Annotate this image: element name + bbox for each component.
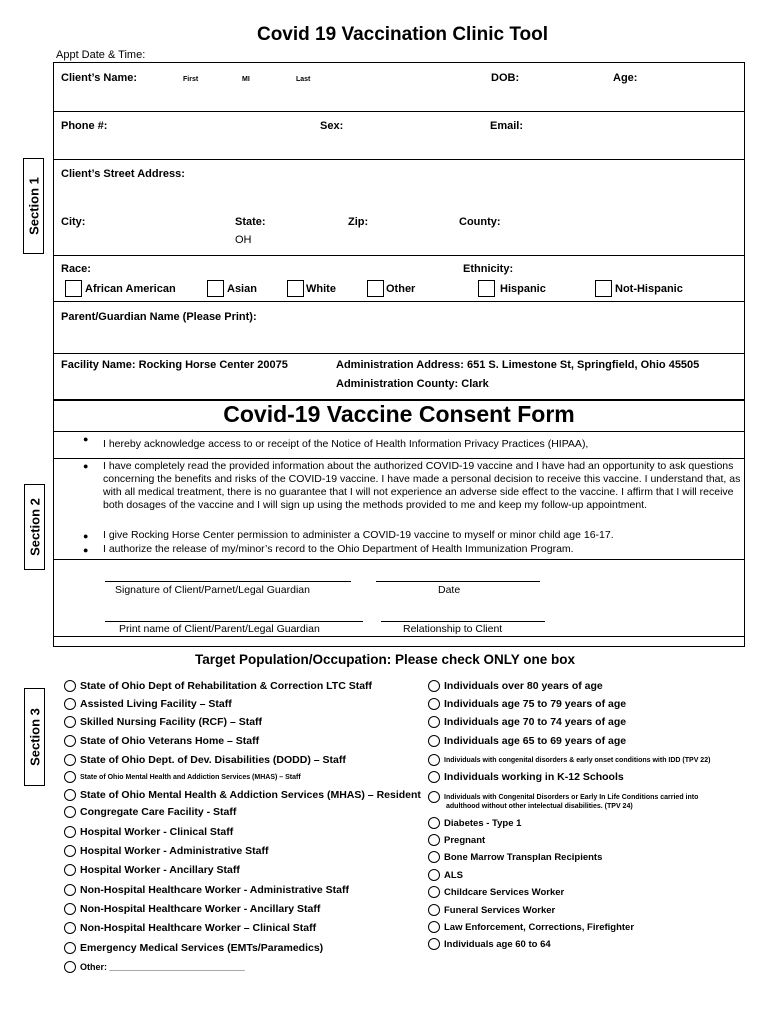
radio-icon[interactable] [428, 817, 440, 829]
option-label: Individuals age 75 to 79 years of age [444, 698, 627, 710]
race-other-checkbox[interactable] [367, 280, 384, 297]
option-hospital-administrative[interactable] [64, 845, 268, 857]
date-label: Date [438, 584, 461, 596]
race-asian-label: Asian [227, 283, 257, 295]
first-name-label: First [183, 76, 199, 83]
radio-icon[interactable] [64, 680, 76, 692]
race-asian-checkbox[interactable] [207, 280, 224, 297]
option-nonhospital-ancillary[interactable] [64, 903, 320, 915]
row-divider [54, 636, 744, 637]
option-dodd-staff[interactable] [64, 754, 346, 766]
option-label: Law Enforcement, Corrections, Firefighter [444, 921, 635, 933]
state-value: OH [235, 234, 252, 246]
radio-icon[interactable] [428, 791, 440, 803]
option-funeral-services[interactable] [428, 904, 555, 916]
section-2-tab [24, 484, 45, 570]
radio-icon[interactable] [64, 845, 76, 857]
race-other-label: Other [386, 283, 416, 295]
email-label: Email: [490, 120, 524, 132]
radio-icon[interactable] [64, 754, 76, 766]
radio-icon[interactable] [428, 869, 440, 881]
option-als[interactable] [428, 869, 463, 881]
option-nonhospital-administrative[interactable] [64, 884, 349, 896]
radio-icon[interactable] [428, 851, 440, 863]
radio-icon[interactable] [428, 921, 440, 933]
race-white-label: White [306, 283, 336, 295]
age-label: Age: [613, 72, 638, 84]
radio-icon[interactable] [64, 884, 76, 896]
option-childcare-worker[interactable] [428, 886, 564, 898]
target-heading: Target Population/Occupation: Please check ONLY one box [194, 652, 576, 667]
option-60-64[interactable] [428, 938, 551, 950]
option-label: Congregate Care Facility - Staff [80, 806, 237, 818]
option-label: Bone Marrow Transplan Recipients [444, 851, 603, 863]
option-label: Hospital Worker - Ancillary Staff [80, 864, 240, 876]
option-other[interactable] [64, 961, 245, 973]
option-label: Skilled Nursing Facility (RCF) – Staff [80, 716, 263, 728]
option-label-continued: adulthood without other intelectual disabilities. (TPV 24) [446, 803, 633, 810]
option-hospital-ancillary[interactable] [64, 864, 240, 876]
option-veterans-home-staff[interactable] [64, 735, 259, 747]
option-skilled-nursing-staff[interactable] [64, 716, 262, 728]
option-65-69[interactable] [428, 735, 626, 747]
option-label: Hospital Worker - Clinical Staff [80, 826, 234, 838]
radio-icon[interactable] [64, 716, 76, 728]
radio-icon[interactable] [428, 771, 440, 783]
signature-label: Signature of Client/Parnet/Legal Guardian [115, 584, 310, 596]
option-label: Individuals with Congenital Disorders or Early In Life Conditions carried into [444, 793, 699, 801]
row-divider [54, 255, 744, 256]
radio-icon[interactable] [428, 716, 440, 728]
row-divider [54, 431, 744, 432]
consent-item-release: I authorize the release of my/minor’s record to the Ohio Department of Health Immunization Program. [103, 543, 574, 555]
ethnicity-not-hispanic-checkbox[interactable] [595, 280, 612, 297]
facility-name: Facility Name: Rocking Horse Center 20075 [61, 359, 288, 371]
print-name-label: Print name of Client/Parent/Legal Guardian [119, 623, 320, 635]
option-label: Individuals age 60 to 64 [444, 938, 551, 950]
consent-item-hipaa: I hereby acknowledge access to or receipt of the Notice of Health Information Privacy Practices (HIPAA), [103, 438, 589, 450]
row-divider [54, 301, 744, 302]
option-congregate-care-staff[interactable] [64, 806, 236, 818]
option-diabetes-type-1[interactable] [428, 817, 521, 829]
radio-icon[interactable] [64, 942, 76, 954]
option-law-enforcement[interactable] [428, 921, 634, 933]
option-label: State of Ohio Dept. of Dev. Disabilities (DODD) – Staff [80, 754, 346, 766]
option-label: ALS [444, 869, 463, 881]
dob-label: DOB: [491, 72, 520, 84]
option-label: Non-Hospital Healthcare Worker - Ancillary Staff [80, 903, 321, 915]
option-congenital-idd[interactable] [428, 754, 710, 766]
option-bone-marrow[interactable] [428, 851, 602, 863]
option-label: Individuals over 80 years of age [444, 680, 603, 692]
option-odrc-ltc-staff[interactable] [64, 680, 372, 692]
ethnicity-hispanic-checkbox[interactable] [478, 280, 495, 297]
option-label: Pregnant [444, 834, 486, 846]
ethnicity-hispanic-label: Hispanic [500, 283, 546, 295]
option-ems[interactable] [64, 942, 323, 954]
section-1-label: Section 1 [26, 177, 41, 235]
radio-icon[interactable] [428, 680, 440, 692]
option-nonhospital-clinical[interactable] [64, 922, 316, 934]
option-label: Hospital Worker - Administrative Staff [80, 845, 269, 857]
administration-county: Administration County: Clark [336, 378, 489, 390]
option-label: State of Ohio Mental Health & Addiction Services (MHAS) – Resident [80, 789, 421, 801]
row-divider [54, 159, 744, 160]
form-title: Covid 19 Vaccination Clinic Tool [256, 24, 549, 45]
radio-icon[interactable] [428, 735, 440, 747]
row-divider [54, 559, 744, 560]
radio-icon[interactable] [428, 834, 440, 846]
zip-label: Zip: [348, 216, 369, 228]
consent-item-information: I have completely read the provided information about the authorized COVID-19 vaccine and I have had an opportunity to ask questions concerning the benefits and risks of the COVID-19 vaccine. I have made a personal decision to receive this vaccine. I understand that, as with all medical treatment, there is no guarantee that I will not experience an adverse side effect to the vaccine. I affirm that I will receive both dosages of the vaccine and I will sign up using the methods provided to me and keep my follow-up appointment. [103, 460, 741, 511]
bullet: ● [83, 461, 89, 471]
option-label: Non-Hospital Healthcare Worker - Administrative Staff [80, 884, 349, 896]
option-label: Other: ___________________________ [80, 962, 245, 972]
option-congenital-tpv24[interactable] [428, 791, 698, 803]
option-label: Assisted Living Facility – Staff [80, 698, 232, 710]
option-label: State of Ohio Dept of Rehabilitation & Correction LTC Staff [80, 680, 373, 692]
facility-box [53, 354, 745, 400]
radio-icon[interactable] [64, 698, 76, 710]
radio-icon[interactable] [64, 826, 76, 838]
ethnicity-not-hispanic-label: Not-Hispanic [615, 283, 683, 295]
option-label: Non-Hospital Healthcare Worker – Clinical Staff [80, 922, 317, 934]
race-label: Race: [61, 263, 91, 275]
guardian-name-label: Parent/Guardian Name (Please Print): [61, 311, 257, 323]
race-african-american-label: African American [85, 283, 176, 295]
row-divider [54, 458, 744, 459]
consent-title: Covid-19 Vaccine Consent Form [223, 401, 575, 427]
ethnicity-label: Ethnicity: [463, 263, 514, 275]
state-label: State: [235, 216, 266, 228]
option-label: Individuals age 65 to 69 years of age [444, 735, 627, 747]
option-label: Individuals with congenital disorders & early onset conditions with IDD (TPV 22) [444, 756, 711, 764]
radio-icon[interactable] [428, 698, 440, 710]
date-line[interactable] [376, 581, 540, 582]
option-pregnant[interactable] [428, 834, 485, 846]
option-label: Emergency Medical Services (EMTs/Paramedics) [80, 942, 324, 954]
option-mhas-resident[interactable] [64, 789, 421, 801]
street-address-label: Client’s Street Address: [61, 168, 185, 180]
consent-box [53, 400, 745, 647]
signature-line[interactable] [105, 581, 351, 582]
section-2-label: Section 2 [27, 498, 42, 556]
section-3-label: Section 3 [27, 708, 42, 766]
row-divider [54, 111, 744, 112]
client-info-box [53, 62, 745, 354]
race-african-american-checkbox[interactable] [65, 280, 82, 297]
bullet: ● [83, 545, 89, 555]
administration-address: Administration Address: 651 S. Limestone St, Springfield, Ohio 45505 [336, 359, 700, 371]
option-label: Diabetes - Type 1 [444, 817, 522, 829]
option-k12-schools[interactable] [428, 771, 624, 783]
race-white-checkbox[interactable] [287, 280, 304, 297]
option-label: State of Ohio Veterans Home – Staff [80, 735, 260, 747]
option-over-80[interactable] [428, 680, 603, 692]
print-name-line[interactable] [105, 621, 363, 622]
option-hospital-clinical[interactable] [64, 826, 233, 838]
last-name-label: Last [296, 76, 311, 83]
county-label: County: [459, 216, 501, 228]
radio-icon[interactable] [64, 806, 76, 818]
radio-icon[interactable] [64, 903, 76, 915]
option-label: Individuals working in K-12 Schools [444, 771, 624, 783]
option-label: Childcare Services Worker [444, 886, 565, 898]
radio-icon[interactable] [64, 735, 76, 747]
radio-icon[interactable] [64, 789, 76, 801]
mi-label: MI [242, 76, 250, 83]
option-assisted-living-staff[interactable] [64, 698, 232, 710]
appt-label: Appt Date & Time: [56, 49, 146, 61]
bullet: ● [83, 434, 89, 444]
radio-icon[interactable] [428, 938, 440, 950]
radio-icon[interactable] [64, 922, 76, 934]
option-70-74[interactable] [428, 716, 626, 728]
relationship-label: Relationship to Client [403, 623, 503, 635]
radio-icon[interactable] [428, 886, 440, 898]
consent-item-permission: I give Rocking Horse Center permission to administer a COVID-19 vaccine to myself or minor child age 16-17. [103, 529, 614, 541]
radio-icon[interactable] [64, 864, 76, 876]
section-1-tab [23, 158, 44, 254]
section-3-tab [24, 688, 45, 786]
city-label: City: [61, 216, 86, 228]
option-label: Individuals age 70 to 74 years of age [444, 716, 627, 728]
radio-icon[interactable] [428, 754, 440, 766]
relationship-line[interactable] [381, 621, 545, 622]
phone-label: Phone #: [61, 120, 108, 132]
option-mhas-staff[interactable] [64, 771, 301, 783]
option-75-79[interactable] [428, 698, 626, 710]
radio-icon[interactable] [64, 961, 76, 973]
radio-icon[interactable] [428, 904, 440, 916]
client-name-label: Client’s Name: [61, 72, 138, 84]
option-label: Funeral Services Worker [444, 904, 556, 916]
option-label: State of Ohio Mental Health and Addiction Services (MHAS) – Staff [80, 773, 301, 781]
bullet: ● [83, 531, 89, 541]
sex-label: Sex: [320, 120, 344, 132]
radio-icon[interactable] [64, 771, 76, 783]
